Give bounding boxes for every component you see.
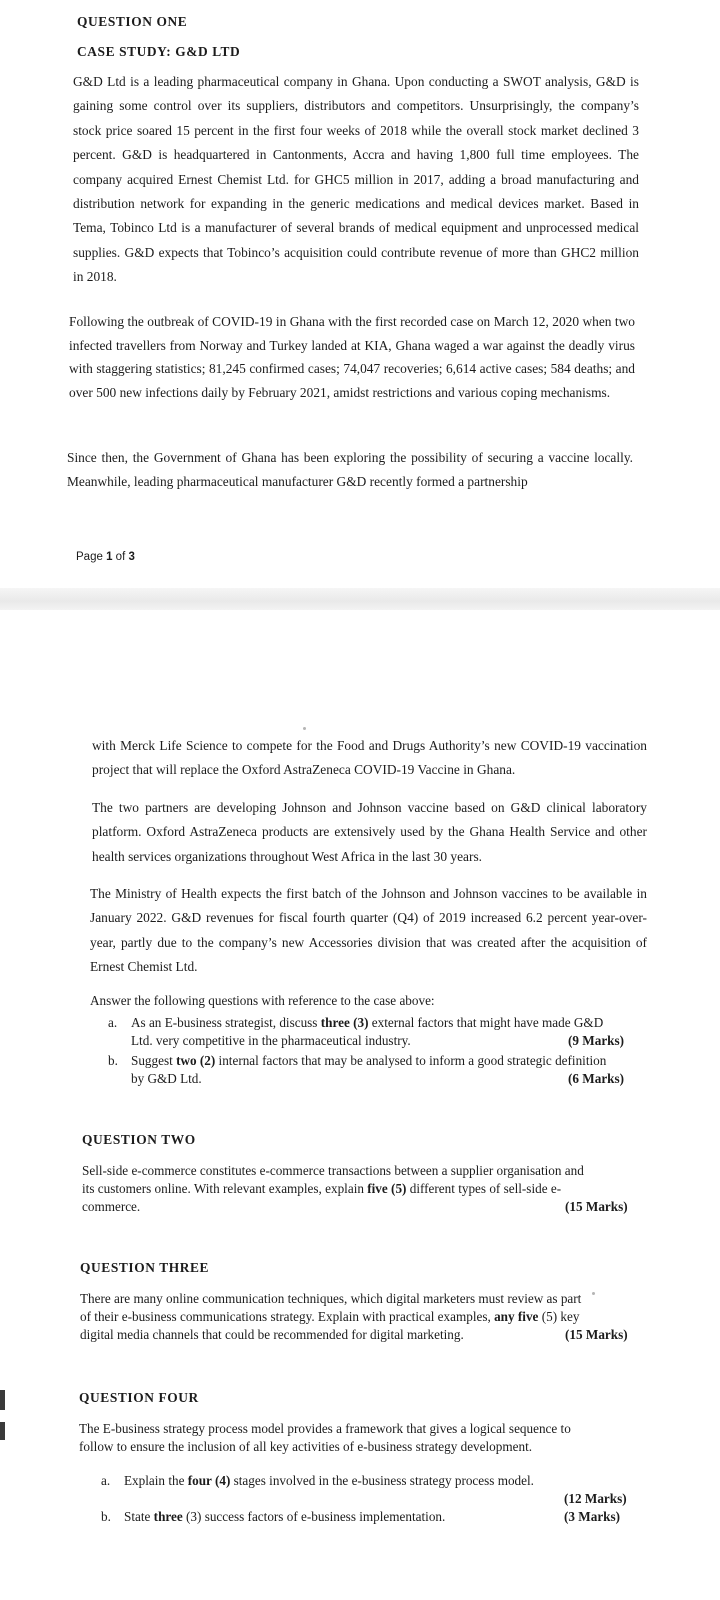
- q1b-line-1: Suggest two (2) internal factors that may be analysed to inform a good strategic definition: [131, 1053, 607, 1068]
- q1a-label: a.: [108, 1015, 118, 1030]
- case-study-heading: CASE STUDY: G&D LTD: [77, 44, 241, 59]
- answer-intro: Answer the following questions with reference to the case above:: [90, 993, 435, 1008]
- q3-line-1: There are many online communication techniques, which digital marketers must review as part: [80, 1291, 582, 1306]
- covid-paragraph: Following the outbreak of COVID-19 in Ghana with the first recorded case on March 12, 2020 when two infected travellers from Norway and Turkey landed at KIA, Ghana waged a war against the deadly virus with staggering statistics; 81,245 confirmed cases; 74,047 recoveries; 6,614 active cases; 584 deaths; and over 500 new infections daily by February 2021, amidst restrictions and various coping mechanisms.: [69, 314, 635, 400]
- vaccine-paragraph: Since then, the Government of Ghana has been exploring the possibility of securing a vaccine locally. Meanwhile, leading pharmaceutical manufacturer G&D recently formed a partnership: [67, 450, 633, 489]
- scan-speck: [592, 1292, 595, 1295]
- question-one-heading: QUESTION ONE: [77, 14, 188, 29]
- q3-line-3: digital media channels that could be recommended for digital marketing.: [80, 1327, 464, 1342]
- q1b-line-2: by G&D Ltd.: [131, 1071, 202, 1086]
- q3-line-2: of their e-business communications strategy. Explain with practical examples, any five (5) key: [80, 1309, 580, 1324]
- q2-line-2: its customers online. With relevant examples, explain five (5) different types of sell-side e-: [82, 1181, 562, 1196]
- exam-page-2: [0, 610, 720, 1600]
- q1a-line-1: As an E-business strategist, discuss three (3) external factors that might have made G&D: [131, 1015, 604, 1030]
- q1b-marks: (6 Marks): [568, 1071, 625, 1086]
- q4a-label: a.: [101, 1473, 111, 1488]
- exam-page-1: [0, 0, 720, 588]
- scan-speck: [303, 727, 306, 730]
- partners-paragraph: The two partners are developing Johnson and Johnson vaccine based on G&D clinical laboratory platform. Oxford AstraZeneca products are extensively used by the Ghana Health Service and other health services organizations throughout West Africa in the last 30 years.: [92, 800, 647, 864]
- q1a-line-2: Ltd. very competitive in the pharmaceutical industry.: [131, 1033, 411, 1048]
- question-two-heading: QUESTION TWO: [82, 1132, 196, 1147]
- q1a-marks: (9 Marks): [568, 1033, 625, 1048]
- scan-edge-mark: [0, 1390, 5, 1410]
- ministry-paragraph: The Ministry of Health expects the first batch of the Johnson and Johnson vaccines to be available in January 2022. G&D revenues for fiscal fourth quarter (Q4) of 2019 increased 6.2 percent year-over-year, partly due to the company’s new Accessories division that was created after the acquisition of Ernest Chemist Ltd.: [90, 886, 647, 975]
- page-number: Page 1 of 3: [76, 551, 135, 563]
- q4b-line: State three (3) success factors of e-business implementation.: [124, 1509, 446, 1524]
- q2-line-1: Sell-side e-commerce constitutes e-commerce transactions between a supplier organisation and: [82, 1163, 584, 1178]
- q3-marks: (15 Marks): [565, 1327, 628, 1342]
- merck-paragraph: with Merck Life Science to compete for the Food and Drugs Authority’s new COVID-19 vaccination project that will replace the Oxford AstraZeneca COVID-19 Vaccine in Ghana.: [92, 738, 647, 778]
- q4b-label: b.: [101, 1509, 111, 1524]
- q2-marks: (15 Marks): [565, 1199, 628, 1214]
- question-four-heading: QUESTION FOUR: [79, 1390, 199, 1405]
- q4-line-2: follow to ensure the inclusion of all key activities of e-business strategy development.: [79, 1439, 533, 1454]
- q2-line-3: commerce.: [82, 1199, 141, 1214]
- q4-line-1: The E-business strategy process model provides a framework that gives a logical sequence to: [79, 1421, 571, 1436]
- page-gap: [0, 588, 720, 610]
- q1b-label: b.: [108, 1053, 118, 1068]
- q4a-line: Explain the four (4) stages involved in the e-business strategy process model.: [124, 1473, 534, 1488]
- q4b-marks: (3 Marks): [564, 1509, 621, 1524]
- q4a-marks: (12 Marks): [564, 1491, 627, 1506]
- case-intro-paragraph: G&D Ltd is a leading pharmaceutical company in Ghana. Upon conducting a SWOT analysis, G&D is gaining some control over its suppliers, distributors and competitors. Unsurprisingly, the company’s stock price soared 15 percent in the first four weeks of 2018 while the overall stock market declined 3 percent. G&D is headquartered in Cantonments, Accra and having 1,800 full time employees. The company acquired Ernest Chemist Ltd. for GHC5 million in 2017, adding a broad manufacturing and distribution network for expanding in the generic medications and medical devices market. Based in Tema, Tobinco Ltd is a manufacturer of several brands of medical equipment and unprocessed medical supplies. G&D expects that Tobinco’s acquisition could contribute revenue of more than GHC2 million in 2018.: [73, 74, 639, 285]
- scan-edge-mark: [0, 1422, 5, 1440]
- question-three-heading: QUESTION THREE: [80, 1260, 210, 1275]
